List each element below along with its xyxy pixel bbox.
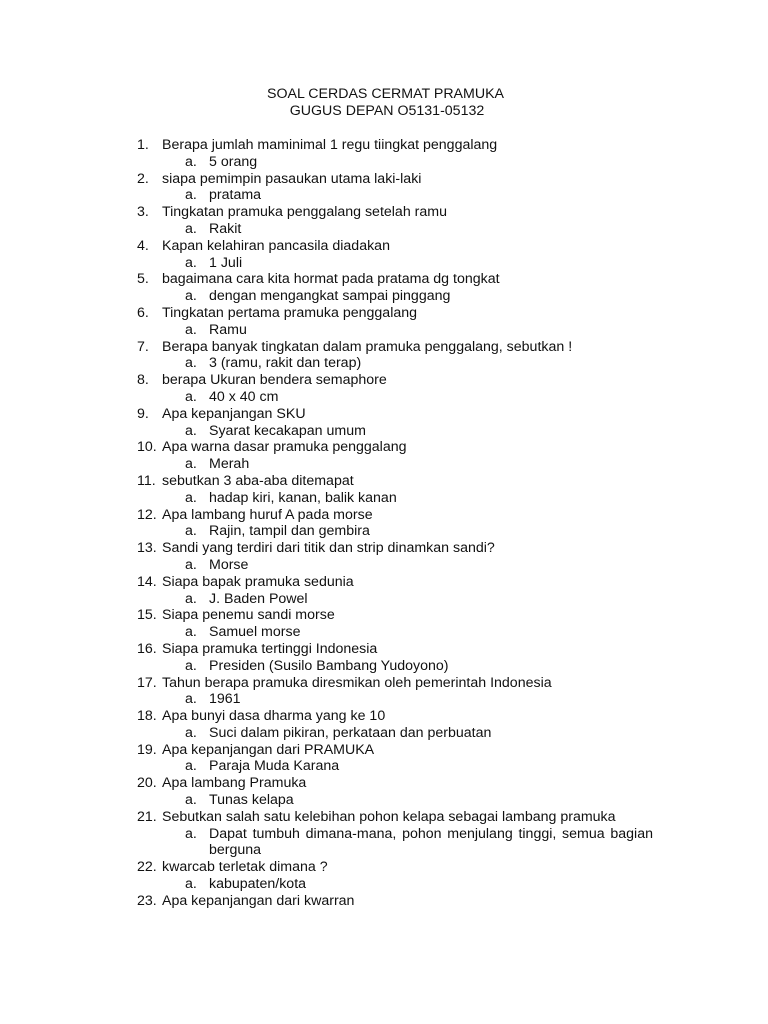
question-text: Apa bunyi dasa dharma yang ke 10 [162, 708, 386, 725]
question-number: 10. [137, 439, 157, 456]
answer-text: Rajin, tampil dan gembira [209, 523, 370, 540]
question-number: 12. [137, 506, 157, 523]
answer-item [137, 490, 653, 507]
question-item [137, 372, 653, 389]
question-item [137, 204, 653, 221]
question-item [137, 775, 653, 792]
question-text: kwarcab terletak dimana ? [162, 859, 328, 876]
answer-item [137, 355, 653, 372]
question-text: Tingkatan pramuka penggalang setelah ramu [162, 204, 447, 221]
answer-text: Presiden (Susilo Bambang Yudoyono) [209, 657, 449, 674]
answer-item [137, 221, 653, 238]
question-item [137, 439, 653, 456]
question-item [137, 859, 653, 876]
question-item [137, 809, 653, 826]
answer-item [137, 758, 653, 775]
question-number: 11. [137, 472, 156, 489]
question-number: 2. [137, 170, 149, 187]
answer-item [137, 876, 653, 893]
question-number: 19. [137, 741, 157, 758]
question-number: 14. [137, 573, 157, 590]
answer-text: 40 x 40 cm [209, 388, 279, 405]
answer-letter: a. [185, 792, 197, 809]
answer-letter: a. [185, 220, 197, 237]
answer-text: Syarat kecakapan umum [209, 422, 366, 439]
question-number: 13. [137, 540, 157, 557]
answer-text: 5 orang [209, 153, 258, 170]
question-text: Berapa banyak tingkatan dalam pramuka penggalang, sebutkan ! [162, 338, 573, 355]
answer-letter: a. [185, 523, 197, 540]
question-number: 7. [137, 338, 149, 355]
answer-item [137, 456, 653, 473]
question-item [137, 893, 653, 910]
document-subtitle: GUGUS DEPAN O5131-05132 [289, 103, 485, 119]
question-text: berapa Ukuran bendera semaphore [162, 372, 387, 389]
question-text: Apa warna dasar pramuka penggalang [162, 439, 407, 456]
question-item [137, 238, 653, 255]
answer-letter: a. [185, 388, 197, 405]
answer-letter: a. [185, 556, 197, 573]
question-number: 5. [137, 271, 149, 288]
question-number: 23. [137, 892, 157, 909]
answer-letter: a. [185, 489, 197, 506]
question-item [137, 607, 653, 624]
question-item [137, 708, 653, 725]
question-text: Siapa penemu sandi morse [162, 607, 335, 624]
answer-text: 1961 [209, 691, 241, 708]
question-item [137, 271, 653, 288]
answer-letter: a. [185, 422, 197, 439]
answer-text: dengan mengangkat sampai pinggang [209, 288, 451, 305]
question-number: 4. [137, 237, 149, 254]
question-item [137, 406, 653, 423]
answer-item [137, 523, 653, 540]
answer-letter: a. [185, 590, 197, 607]
answer-letter: a. [185, 456, 197, 473]
document-title: SOAL CERDAS CERMAT PRAMUKA [266, 86, 505, 102]
question-text: siapa pemimpin pasaukan utama laki-laki [162, 170, 422, 187]
answer-letter: a. [185, 691, 197, 708]
question-number: 3. [137, 204, 149, 221]
answer-item [137, 792, 653, 809]
answer-item [137, 624, 653, 641]
question-number: 21. [137, 808, 157, 825]
answer-letter: a. [185, 153, 197, 170]
question-text: Apa kepanjangan dari kwarran [162, 892, 355, 909]
answer-text: Suci dalam pikiran, perkataan dan perbuatan [209, 724, 492, 741]
answer-item [137, 288, 653, 305]
question-item [137, 473, 653, 490]
answer-text: pratama [209, 187, 262, 204]
question-item [137, 742, 653, 759]
answer-item [137, 322, 653, 339]
answer-item [137, 725, 653, 742]
question-number: 8. [137, 372, 149, 389]
answer-text: Ramu [209, 321, 247, 338]
question-item [137, 641, 653, 658]
question-text: Tingkatan pertama pramuka penggalang [162, 304, 418, 321]
question-number: 1. [137, 137, 149, 153]
answer-letter: a. [185, 657, 197, 674]
answer-text: Rakit [209, 220, 242, 237]
answer-letter: a. [185, 876, 197, 893]
answer-letter: a. [185, 187, 197, 204]
answer-item [137, 826, 653, 860]
document-header [0, 86, 768, 120]
question-item [137, 305, 653, 322]
answer-text: Samuel morse [209, 624, 301, 641]
question-item [137, 574, 653, 591]
answer-text: Paraja Muda Karana [209, 758, 340, 775]
question-text: Kapan kelahiran pancasila diadakan [162, 237, 390, 254]
question-item [137, 137, 653, 154]
question-number: 9. [137, 405, 149, 422]
answer-text: Dapat tumbuh dimana-mana, pohon menjulang tinggi, semua bagian berguna [209, 825, 653, 859]
answer-item [137, 187, 653, 204]
answer-letter: a. [185, 355, 197, 372]
question-number: 20. [137, 775, 157, 792]
answer-text: 1 Juli [209, 254, 243, 271]
answer-item [137, 557, 653, 574]
question-text: Siapa pramuka tertinggi Indonesia [162, 640, 378, 657]
question-text: Apa lambang huruf A pada morse [162, 506, 373, 523]
question-text: Apa kepanjangan SKU [162, 405, 306, 422]
answer-letter: a. [185, 724, 197, 741]
answer-text: hadap kiri, kanan, balik kanan [209, 489, 397, 506]
question-number: 22. [137, 859, 157, 876]
answer-item [137, 591, 653, 608]
answer-text: Tunas kelapa [209, 792, 294, 809]
answer-item [137, 255, 653, 272]
question-text: sebutkan 3 aba-aba ditemapat [162, 472, 354, 489]
question-number: 18. [137, 708, 157, 725]
question-item [137, 339, 653, 356]
question-number: 16. [137, 640, 157, 657]
answer-item [137, 423, 653, 440]
question-item [137, 171, 653, 188]
question-text: Berapa jumlah maminimal 1 regu tiingkat penggalang [162, 137, 498, 153]
answer-item [137, 389, 653, 406]
answer-text: kabupaten/kota [209, 876, 307, 893]
answer-letter: a. [185, 758, 197, 775]
question-text: Apa lambang Pramuka [162, 775, 307, 792]
question-item [137, 507, 653, 524]
answer-letter: a. [185, 288, 197, 305]
answer-text: 3 (ramu, rakit dan terap) [209, 355, 362, 372]
question-text: bagaimana cara kita hormat pada pratama dg tongkat [162, 271, 500, 288]
question-item [137, 540, 653, 557]
question-number: 15. [137, 607, 157, 624]
answer-item [137, 154, 653, 171]
answer-text: Morse [209, 556, 249, 573]
answer-text: J. Baden Powel [209, 590, 308, 607]
question-text: Apa kepanjangan dari PRAMUKA [162, 741, 375, 758]
answer-letter: a. [185, 624, 197, 641]
question-text: Siapa bapak pramuka sedunia [162, 573, 354, 590]
question-item [137, 675, 653, 692]
answer-item [137, 658, 653, 675]
question-number: 17. [137, 674, 157, 691]
answer-text: Merah [209, 456, 250, 473]
question-text: Sandi yang terdiri dari titik dan strip dinamkan sandi? [162, 540, 495, 557]
question-number: 6. [137, 304, 149, 321]
question-text: Sebutkan salah satu kelebihan pohon kelapa sebagai lambang pramuka [162, 808, 616, 825]
answer-item [137, 691, 653, 708]
question-list [137, 137, 653, 910]
answer-letter: a. [185, 825, 197, 842]
answer-letter: a. [185, 254, 197, 271]
question-text: Tahun berapa pramuka diresmikan oleh pemerintah Indonesia [162, 674, 552, 691]
answer-letter: a. [185, 321, 197, 338]
